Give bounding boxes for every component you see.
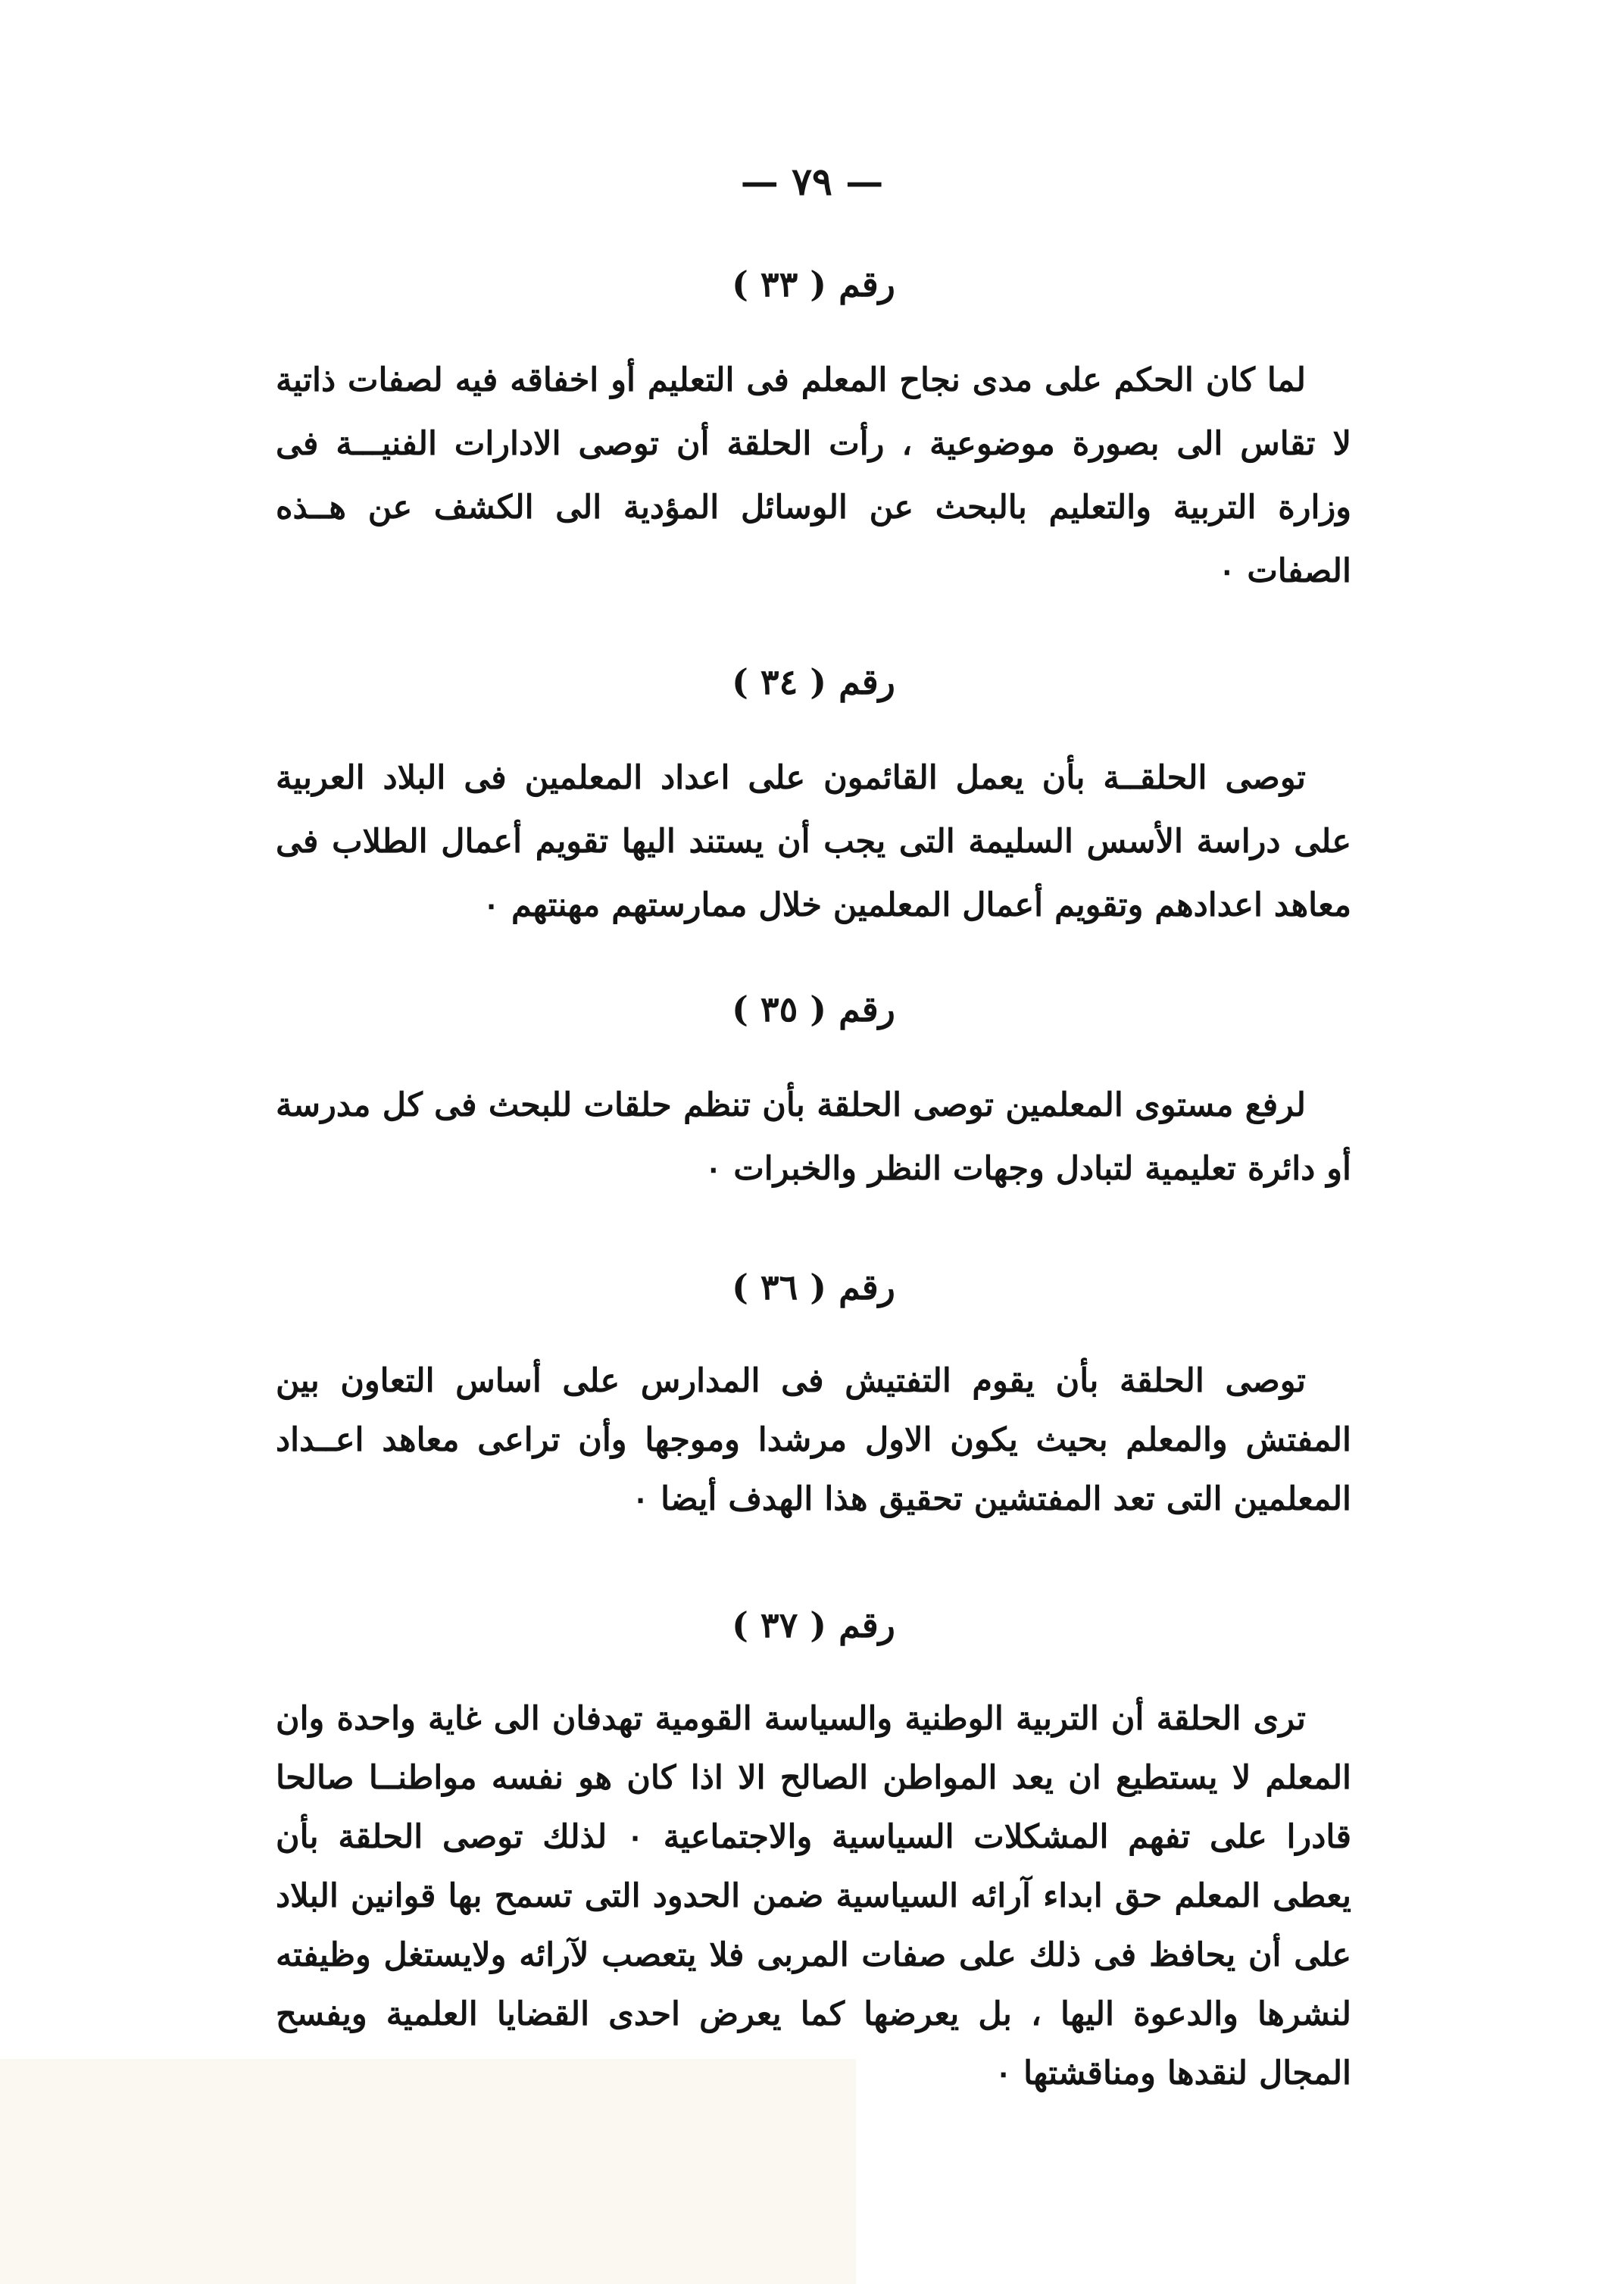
- section-heading: رقم ( ٣٣ ): [732, 264, 895, 305]
- section-heading: رقم ( ٣٧ ): [732, 1604, 895, 1645]
- page-number: — ٧٩ —: [740, 159, 884, 204]
- recommendation-33: [276, 258, 1351, 603]
- section-body: لما كان الحكم على مدى نجاح المعلم فى التعليم أو اخفاقه فيه لصفات ذاتية لا تقاس الى بصورة موضوعية ، رأت الحلقة أن توصى الادارات الفنيـــة فى وزارة التربية والتعليم بالبحث عن الوسائل المؤدية الى الكشف عن هــذه الصفات ٠: [276, 361, 1351, 590]
- section-body: توصى الحلقة بأن يقوم التفتيش فى المدارس على أساس التعاون بين المفتش والمعلم بحيث يكون الاول مرشدا وموجها وأن تراعى معاهد اعــداد المعلمين التى تعد المفتشين تحقيق هذا الهدف أيضا ٠: [276, 1362, 1351, 1518]
- section-body: توصى الحلقــة بأن يعمل القائمون على اعداد المعلمين فى البلاد العربية على دراسة الأسس السليمة التى يجب أن يستند اليها تقويم أعمال الطلاب فى معاهد اعدادهم وتقويم أعمال المعلمين خلال ممارستهم مهنتهم ٠: [276, 759, 1351, 924]
- section-heading: رقم ( ٣٥ ): [732, 989, 895, 1030]
- recommendation-34: [276, 655, 1351, 937]
- section-body: ترى الحلقة أن التربية الوطنية والسياسة القومية تهدفان الى غاية واحدة وان المعلم لا يستطيع ان يعد المواطن الصالح الا اذا كان هو نفسه مواطنــا صالحا قادرا على تفهم المشكلات السياسية والاجتماعية ٠ لذلك توصى الحلقة بأن يعطى المعلم حق ابداء آرائه السياسية ضمن الحدود التى تسمح بها قوانين البلاد على أن يحافظ فى ذلك على صفات المربى فلا يتعصب لآرائه ولايستغل وظيفته لنشرها والدعوة اليها ، بل يعرضها كما يعرض احدى القضايا العلمية ويفسح المجال لنقدها ومناقشتها ٠: [276, 1700, 1351, 2092]
- recommendation-37: [276, 1598, 1351, 2103]
- section-body: لرفع مستوى المعلمين توصى الحلقة بأن تنظم حلقات للبحث فى كل مدرسة أو دائرة تعليمية لتبادل وجهات النظر والخبرات ٠: [276, 1086, 1351, 1188]
- section-heading: رقم ( ٣٦ ): [732, 1267, 895, 1308]
- recommendation-35: [276, 983, 1351, 1201]
- recommendation-36: [276, 1261, 1351, 1529]
- section-heading: رقم ( ٣٤ ): [732, 661, 895, 702]
